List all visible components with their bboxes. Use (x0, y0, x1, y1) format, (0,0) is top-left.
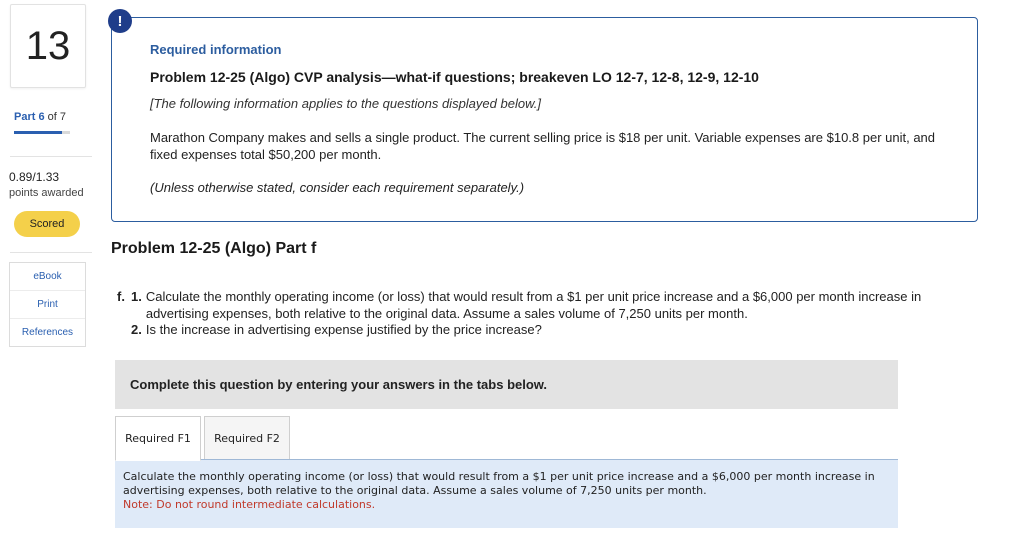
part-indicator (14, 111, 66, 123)
references-link[interactable]: References (10, 318, 85, 346)
status-badge: Scored (14, 211, 80, 237)
score-value: 0.89/1.33 (9, 170, 60, 184)
tab-instruction: Calculate the monthly operating income (or loss) that would result from a $1 per unit price increase and a $6,000 per month increase in advertising expenses, both relative to the original data. Assume a sales volume of 7,250 units per month. (123, 470, 875, 497)
alert-icon: ! (108, 9, 132, 33)
required-information-box (111, 17, 978, 222)
question-number: 13 (10, 4, 86, 88)
print-link[interactable]: Print (10, 290, 85, 318)
instruction-text: (Unless otherwise stated, consider each requirement separately.) (150, 180, 525, 195)
question-item-text: Is the increase in advertising expense justified by the price increase? (145, 322, 542, 337)
question-text (117, 289, 957, 339)
question-item-1 (117, 289, 957, 322)
tab-required-f1[interactable]: Required F1 (115, 416, 201, 461)
required-information-heading: Required information (150, 42, 282, 57)
part-prefix: Part 6 (14, 111, 45, 123)
points-label: points awarded (9, 187, 84, 199)
question-letter: f. (117, 289, 125, 304)
resource-tools (9, 262, 86, 347)
part-progress-fill (14, 131, 62, 134)
complete-banner (115, 360, 898, 409)
tab-required-f2[interactable]: Required F2 (204, 416, 290, 461)
scenario-text: Marathon Company makes and sells a single product. The current selling price is $18 per unit. Variable expenses are $10.8 per unit, and fixed expenses total $50,200 per month. (150, 130, 936, 162)
complete-banner-text: Complete this question by entering your answers in the tabs below. (130, 377, 548, 392)
question-item-2 (131, 322, 957, 339)
part-total: of 7 (47, 111, 67, 123)
divider (10, 252, 92, 253)
question-item-text: Calculate the monthly operating income (or loss) that would result from a $1 per unit price increase and a $6,000 per month increase in advertising expenses, both relative to the original data. Assume a sales volume of 7,250 units per month. (145, 289, 922, 321)
rounding-note: Note: Do not round intermediate calculations. (123, 498, 376, 511)
question-item-number: 2. (131, 322, 142, 337)
tab-content-text (123, 470, 893, 512)
problem-title: Problem 12-25 (Algo) CVP analysis—what-if questions; breakeven LO 12-7, 12-8, 12-9, 12-10 (150, 69, 759, 85)
question-item-number: 1. (131, 289, 142, 304)
part-heading: Problem 12-25 (Algo) Part f (111, 240, 317, 257)
divider (10, 156, 92, 157)
tab-content-panel (115, 460, 898, 528)
part-progress-bar (14, 131, 70, 134)
intro-note: [The following information applies to the questions displayed below.] (150, 96, 541, 111)
ebook-link[interactable]: eBook (33, 271, 62, 282)
